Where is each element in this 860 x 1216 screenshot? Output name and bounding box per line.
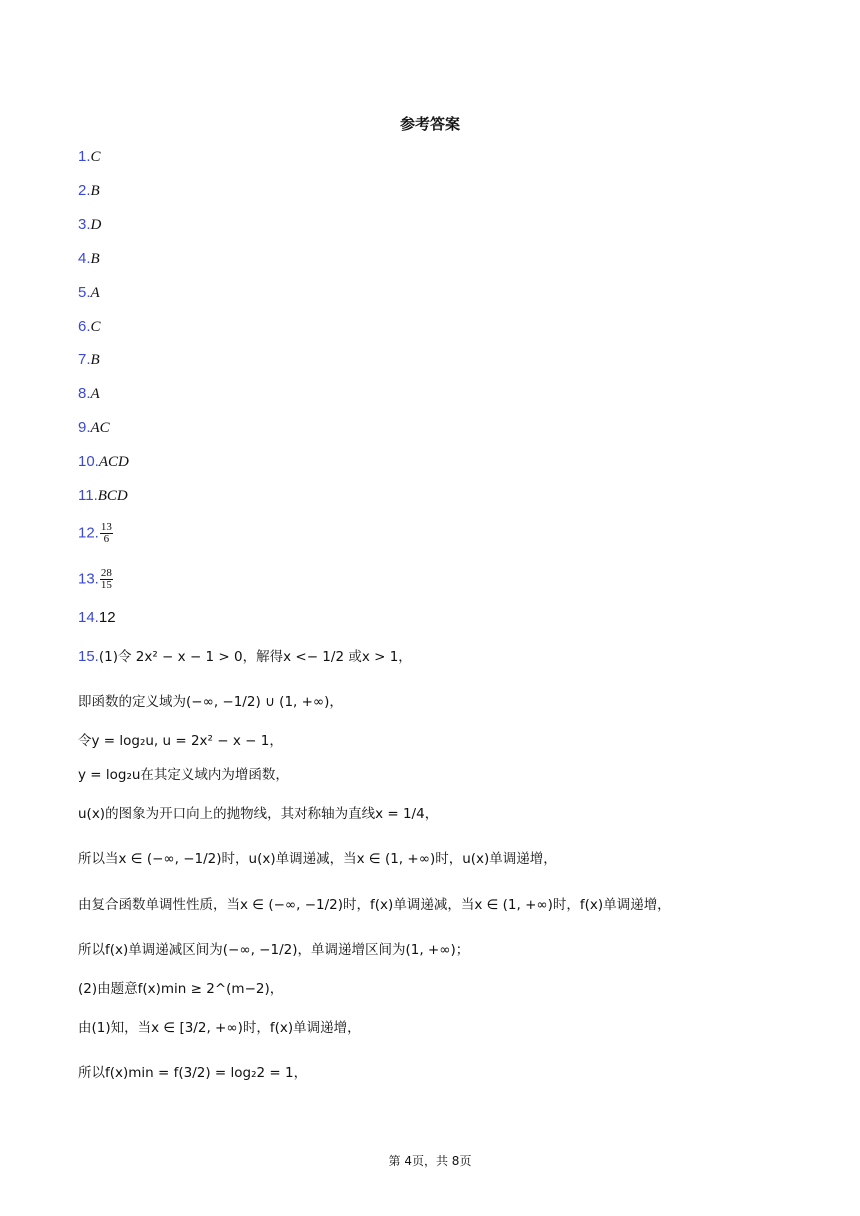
answer-4 [78, 249, 100, 269]
answer-14 [78, 608, 116, 628]
answer-12 [78, 522, 114, 545]
answer-value: A [90, 386, 100, 402]
question-number: 9. [78, 419, 91, 436]
question-number: 12. [78, 524, 99, 542]
fraction: $\frac{28}{15}$ [100, 567, 112, 591]
q15-line-4: y = log₂u在其定义域内为增函数， [78, 767, 289, 783]
q15-line-10: 由(1)知，当x ∈ [3/2, +∞)时，f(x)单调递增， [78, 1020, 361, 1036]
answer-value: B [90, 352, 100, 368]
q15-line-11: 所以f(x)min = f(3/2) = log₂2 = 1， [78, 1065, 308, 1081]
answer-11 [78, 486, 128, 506]
question-number: 1. [78, 148, 91, 165]
page-footer: 第 4页，共 8页 [388, 1154, 472, 1168]
answer-10 [78, 452, 129, 472]
answer-5 [78, 283, 100, 303]
q15-line-6: 所以当x ∈ (−∞, −1/2)时，u(x)单调递减，当x ∈ (1, +∞)时，u(x)单调递增， [78, 851, 557, 867]
question-number: 6. [78, 318, 91, 335]
q15-line-9: (2)由题意f(x)min ≥ 2^(m−2)， [78, 981, 284, 997]
answer-value: B [90, 251, 100, 267]
page-title: 参考答案 [399, 115, 460, 133]
answer-value: 12 [98, 609, 116, 626]
answer-8 [78, 384, 100, 404]
question-number: 2. [78, 182, 91, 199]
answer-value: AC [90, 420, 110, 436]
answer-13 [78, 568, 114, 591]
q15-line-8: 所以f(x)单调递减区间为(−∞, −1/2)，单调递增区间为(1, +∞)； [78, 942, 470, 958]
fraction: $\frac{13}{6}$ [100, 521, 112, 545]
question-number: 4. [78, 250, 91, 267]
answer-7 [78, 350, 100, 370]
q15-line-5: u(x)的图象为开口向上的抛物线，其对称轴为直线x = 1/4， [78, 806, 439, 822]
answer-2 [78, 181, 100, 201]
question-number: 14. [78, 609, 99, 626]
question-number: 10. [78, 453, 99, 470]
question-number: 5. [78, 284, 91, 301]
q15-line-7: 由复合函数单调性性质，当x ∈ (−∞, −1/2)时，f(x)单调递减，当x ∈ (1, +∞)时，f(x)单调递增， [78, 897, 671, 913]
answer-1 [78, 147, 101, 167]
answer-value: D [90, 217, 102, 233]
question-number: 3. [78, 216, 91, 233]
answer-value: C [90, 319, 101, 335]
q15-line-1: 15.(1)令 2x² − x − 1 > 0，解得x <− 1/2 或x > 1， [78, 648, 412, 665]
answer-6 [78, 317, 101, 337]
answer-9 [78, 418, 110, 438]
question-number: 11. [78, 487, 98, 504]
question-number: 8. [78, 385, 91, 402]
q15-line-2: 即函数的定义域为(−∞, −1/2) ∪ (1, +∞)， [78, 694, 343, 710]
answer-value: B [90, 183, 100, 199]
question-number: 15. [78, 648, 99, 665]
answer-value: A [90, 285, 100, 301]
q15-line-3: 令y = log₂u, u = 2x² − x − 1， [78, 733, 283, 749]
answer-value: C [90, 149, 101, 165]
answer-value: BCD [97, 488, 128, 504]
answer-3 [78, 215, 101, 235]
answer-value: ACD [98, 454, 129, 470]
question-number: 7. [78, 351, 91, 368]
question-number: 13. [78, 570, 99, 588]
